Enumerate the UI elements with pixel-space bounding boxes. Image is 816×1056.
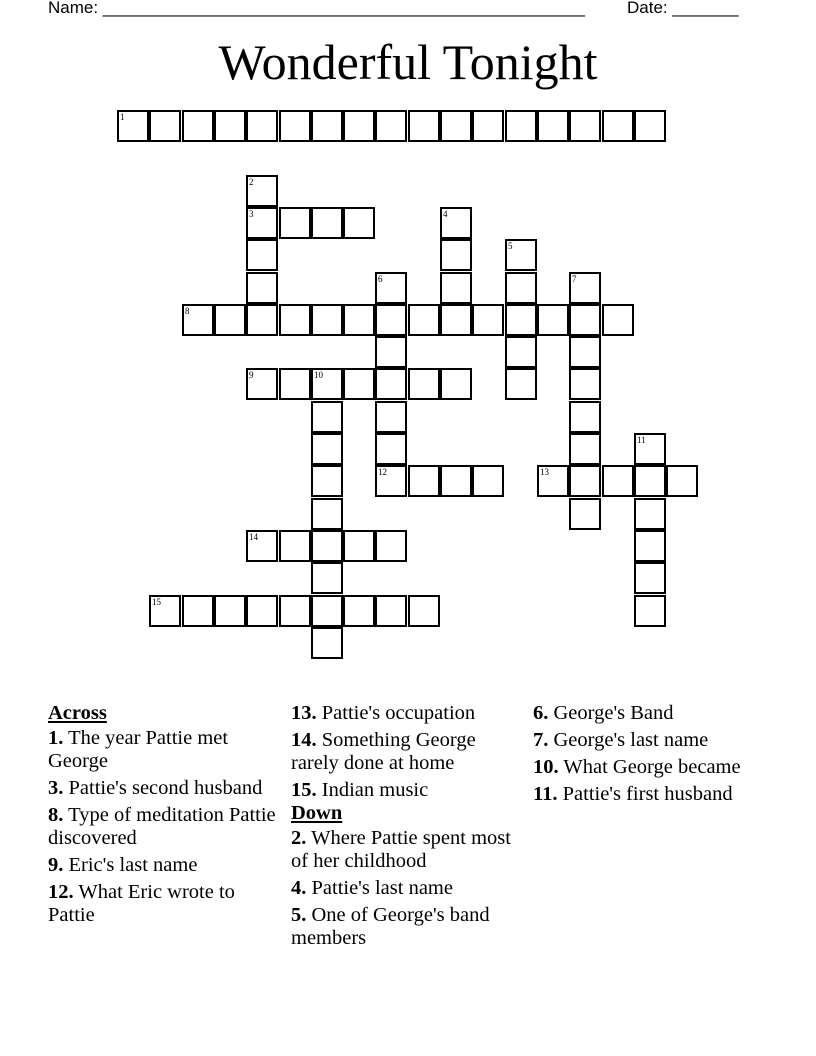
down-heading: Down xyxy=(291,802,343,824)
crossword-cell[interactable] xyxy=(634,530,666,562)
crossword-cell[interactable] xyxy=(569,433,601,465)
crossword-cell[interactable] xyxy=(246,207,278,239)
clue-text: Something George rarely done at home xyxy=(291,729,476,774)
crossword-cell[interactable] xyxy=(408,368,440,400)
crossword-cell[interactable] xyxy=(311,401,343,433)
cell-number: 3 xyxy=(249,209,254,219)
clue-down-10 xyxy=(533,756,765,779)
clue-down-4 xyxy=(291,877,523,900)
crossword-cell[interactable] xyxy=(472,110,504,142)
crossword-cell[interactable] xyxy=(634,110,666,142)
crossword-cell[interactable] xyxy=(569,368,601,400)
crossword-cell[interactable] xyxy=(602,110,634,142)
clue-text: George's last name xyxy=(553,729,709,751)
clue-across-9 xyxy=(48,854,280,877)
clue-text: Type of meditation Pattie discovered xyxy=(48,804,276,849)
crossword-cell[interactable] xyxy=(440,272,472,304)
crossword-cell[interactable] xyxy=(246,110,278,142)
crossword-cell[interactable] xyxy=(311,207,343,239)
clue-number: 1. xyxy=(48,727,64,749)
crossword-cell[interactable] xyxy=(505,239,537,271)
crossword-cell[interactable] xyxy=(634,562,666,594)
clue-number: 3. xyxy=(48,777,64,799)
clue-text: Indian music xyxy=(321,779,429,801)
clue-number: 12. xyxy=(48,881,74,903)
crossword-cell[interactable] xyxy=(472,304,504,336)
crossword-cell[interactable] xyxy=(343,110,375,142)
clue-text: Pattie's occupation xyxy=(321,702,476,724)
cell-number: 8 xyxy=(185,306,190,316)
crossword-cell[interactable] xyxy=(214,304,246,336)
crossword-cell[interactable] xyxy=(246,368,278,400)
crossword-cell[interactable] xyxy=(505,368,537,400)
cell-number: 9 xyxy=(249,370,254,380)
clue-down-5 xyxy=(291,904,523,950)
crossword-cell[interactable] xyxy=(375,304,407,336)
clue-number: 15. xyxy=(291,779,317,801)
crossword-cell[interactable] xyxy=(602,465,634,497)
cell-number: 10 xyxy=(314,370,323,380)
clue-number: 7. xyxy=(533,729,549,751)
crossword-cell[interactable] xyxy=(440,207,472,239)
crossword-cell[interactable] xyxy=(311,433,343,465)
crossword-cell[interactable] xyxy=(537,304,569,336)
clue-text: George's Band xyxy=(553,702,674,724)
crossword-cell[interactable] xyxy=(375,401,407,433)
cell-number: 7 xyxy=(572,274,577,284)
crossword-cell[interactable] xyxy=(117,110,149,142)
crossword-cell[interactable] xyxy=(505,336,537,368)
crossword-cell[interactable] xyxy=(279,207,311,239)
crossword-cell[interactable] xyxy=(375,530,407,562)
cell-number: 11 xyxy=(637,435,646,445)
crossword-cell[interactable] xyxy=(311,595,343,627)
crossword-cell[interactable] xyxy=(279,530,311,562)
crossword-cell[interactable] xyxy=(408,595,440,627)
clue-text: Pattie's second husband xyxy=(68,777,263,799)
crossword-cell[interactable] xyxy=(279,368,311,400)
crossword-cell[interactable] xyxy=(505,110,537,142)
crossword-cell[interactable] xyxy=(311,498,343,530)
crossword-cell[interactable] xyxy=(634,465,666,497)
cell-number: 13 xyxy=(540,467,549,477)
crossword-cell[interactable] xyxy=(375,433,407,465)
crossword-cell[interactable] xyxy=(408,304,440,336)
clue-text: What Eric wrote to Pattie xyxy=(48,881,235,926)
crossword-cell[interactable] xyxy=(472,465,504,497)
crossword-cell[interactable] xyxy=(246,272,278,304)
crossword-cell[interactable] xyxy=(537,465,569,497)
clue-number: 10. xyxy=(533,756,559,778)
clue-number: 11. xyxy=(533,783,558,805)
cell-number: 6 xyxy=(378,274,383,284)
cell-number: 1 xyxy=(120,112,125,122)
crossword-cell[interactable] xyxy=(182,110,214,142)
cell-number: 15 xyxy=(152,597,161,607)
crossword-cell[interactable] xyxy=(214,595,246,627)
cell-number: 12 xyxy=(378,467,387,477)
crossword-cell[interactable] xyxy=(343,368,375,400)
clue-number: 4. xyxy=(291,877,307,899)
crossword-cell[interactable] xyxy=(182,304,214,336)
crossword-cell[interactable] xyxy=(182,595,214,627)
crossword-cell[interactable] xyxy=(569,465,601,497)
crossword-cell[interactable] xyxy=(343,595,375,627)
crossword-cell[interactable] xyxy=(375,465,407,497)
crossword-cell[interactable] xyxy=(311,368,343,400)
crossword-cell[interactable] xyxy=(311,465,343,497)
clue-text: One of George's band members xyxy=(291,904,490,949)
crossword-cell[interactable] xyxy=(569,272,601,304)
crossword-cell[interactable] xyxy=(408,110,440,142)
crossword-cell[interactable] xyxy=(246,595,278,627)
clue-number: 5. xyxy=(291,904,307,926)
crossword-cell[interactable] xyxy=(569,336,601,368)
crossword-cell[interactable] xyxy=(440,368,472,400)
crossword-cell[interactable] xyxy=(505,272,537,304)
clue-across-8 xyxy=(48,804,280,850)
clues-column-3 xyxy=(533,702,765,810)
crossword-cell[interactable] xyxy=(311,627,343,659)
name-field-label: Name: ___________________________________________________ xyxy=(48,0,585,17)
crossword-cell[interactable] xyxy=(311,110,343,142)
across-heading: Across xyxy=(48,702,107,724)
crossword-cell[interactable] xyxy=(440,465,472,497)
cell-number: 4 xyxy=(443,209,448,219)
crossword-cell[interactable] xyxy=(666,465,698,497)
crossword-cell[interactable] xyxy=(634,498,666,530)
clue-text: Where Pattie spent most of her childhood xyxy=(291,827,511,872)
crossword-cell[interactable] xyxy=(246,175,278,207)
clue-across-3 xyxy=(48,777,280,800)
clue-text: Pattie's first husband xyxy=(562,783,733,805)
clues-column-1 xyxy=(48,702,280,931)
crossword-cell[interactable] xyxy=(311,530,343,562)
crossword-cell[interactable] xyxy=(343,530,375,562)
crossword-cell[interactable] xyxy=(279,110,311,142)
crossword-cell[interactable] xyxy=(569,110,601,142)
puzzle-title: Wonderful Tonight xyxy=(218,34,598,90)
crossword-cell[interactable] xyxy=(537,110,569,142)
crossword-cell[interactable] xyxy=(214,110,246,142)
crossword-cell[interactable] xyxy=(149,110,181,142)
crossword-cell[interactable] xyxy=(375,272,407,304)
crossword-cell[interactable] xyxy=(440,110,472,142)
crossword-cell[interactable] xyxy=(375,110,407,142)
cell-number: 14 xyxy=(249,532,258,542)
clues-column-2 xyxy=(291,702,523,954)
crossword-cell[interactable] xyxy=(375,595,407,627)
crossword-cell[interactable] xyxy=(311,562,343,594)
clue-down-6 xyxy=(533,702,765,725)
crossword-cell[interactable] xyxy=(246,304,278,336)
clue-down-7 xyxy=(533,729,765,752)
clue-text: Pattie's last name xyxy=(311,877,453,899)
crossword-cell[interactable] xyxy=(440,304,472,336)
clue-across-12 xyxy=(48,881,280,927)
crossword-cell[interactable] xyxy=(569,498,601,530)
crossword-cell[interactable] xyxy=(279,304,311,336)
clue-across-13 xyxy=(291,702,523,725)
cell-number: 2 xyxy=(249,177,254,187)
clue-text: What George became xyxy=(563,756,741,778)
clue-number: 8. xyxy=(48,804,64,826)
crossword-cell[interactable] xyxy=(246,530,278,562)
clue-text: The year Pattie met George xyxy=(48,727,229,772)
clue-across-15 xyxy=(291,779,523,802)
clue-number: 2. xyxy=(291,827,307,849)
date-field-label: Date: _______ xyxy=(627,0,739,17)
crossword-cell[interactable] xyxy=(569,401,601,433)
cell-number: 5 xyxy=(508,241,513,251)
clue-down-11 xyxy=(533,783,765,806)
clue-number: 13. xyxy=(291,702,317,724)
crossword-cell[interactable] xyxy=(279,595,311,627)
clue-down-2 xyxy=(291,827,523,873)
crossword-cell[interactable] xyxy=(634,433,666,465)
clue-across-1 xyxy=(48,727,280,773)
clue-text: Eric's last name xyxy=(68,854,198,876)
crossword-cell[interactable] xyxy=(505,304,537,336)
crossword-cell[interactable] xyxy=(634,595,666,627)
crossword-cell[interactable] xyxy=(375,368,407,400)
crossword-cell[interactable] xyxy=(343,304,375,336)
clue-number: 14. xyxy=(291,729,317,751)
crossword-cell[interactable] xyxy=(149,595,181,627)
clue-across-14 xyxy=(291,729,523,775)
crossword-cell[interactable] xyxy=(311,304,343,336)
crossword-cell[interactable] xyxy=(343,207,375,239)
crossword-cell[interactable] xyxy=(408,465,440,497)
crossword-cell[interactable] xyxy=(569,304,601,336)
crossword-cell[interactable] xyxy=(246,239,278,271)
crossword-cell[interactable] xyxy=(440,239,472,271)
crossword-cell[interactable] xyxy=(602,304,634,336)
clue-number: 6. xyxy=(533,702,549,724)
clue-number: 9. xyxy=(48,854,64,876)
crossword-cell[interactable] xyxy=(375,336,407,368)
